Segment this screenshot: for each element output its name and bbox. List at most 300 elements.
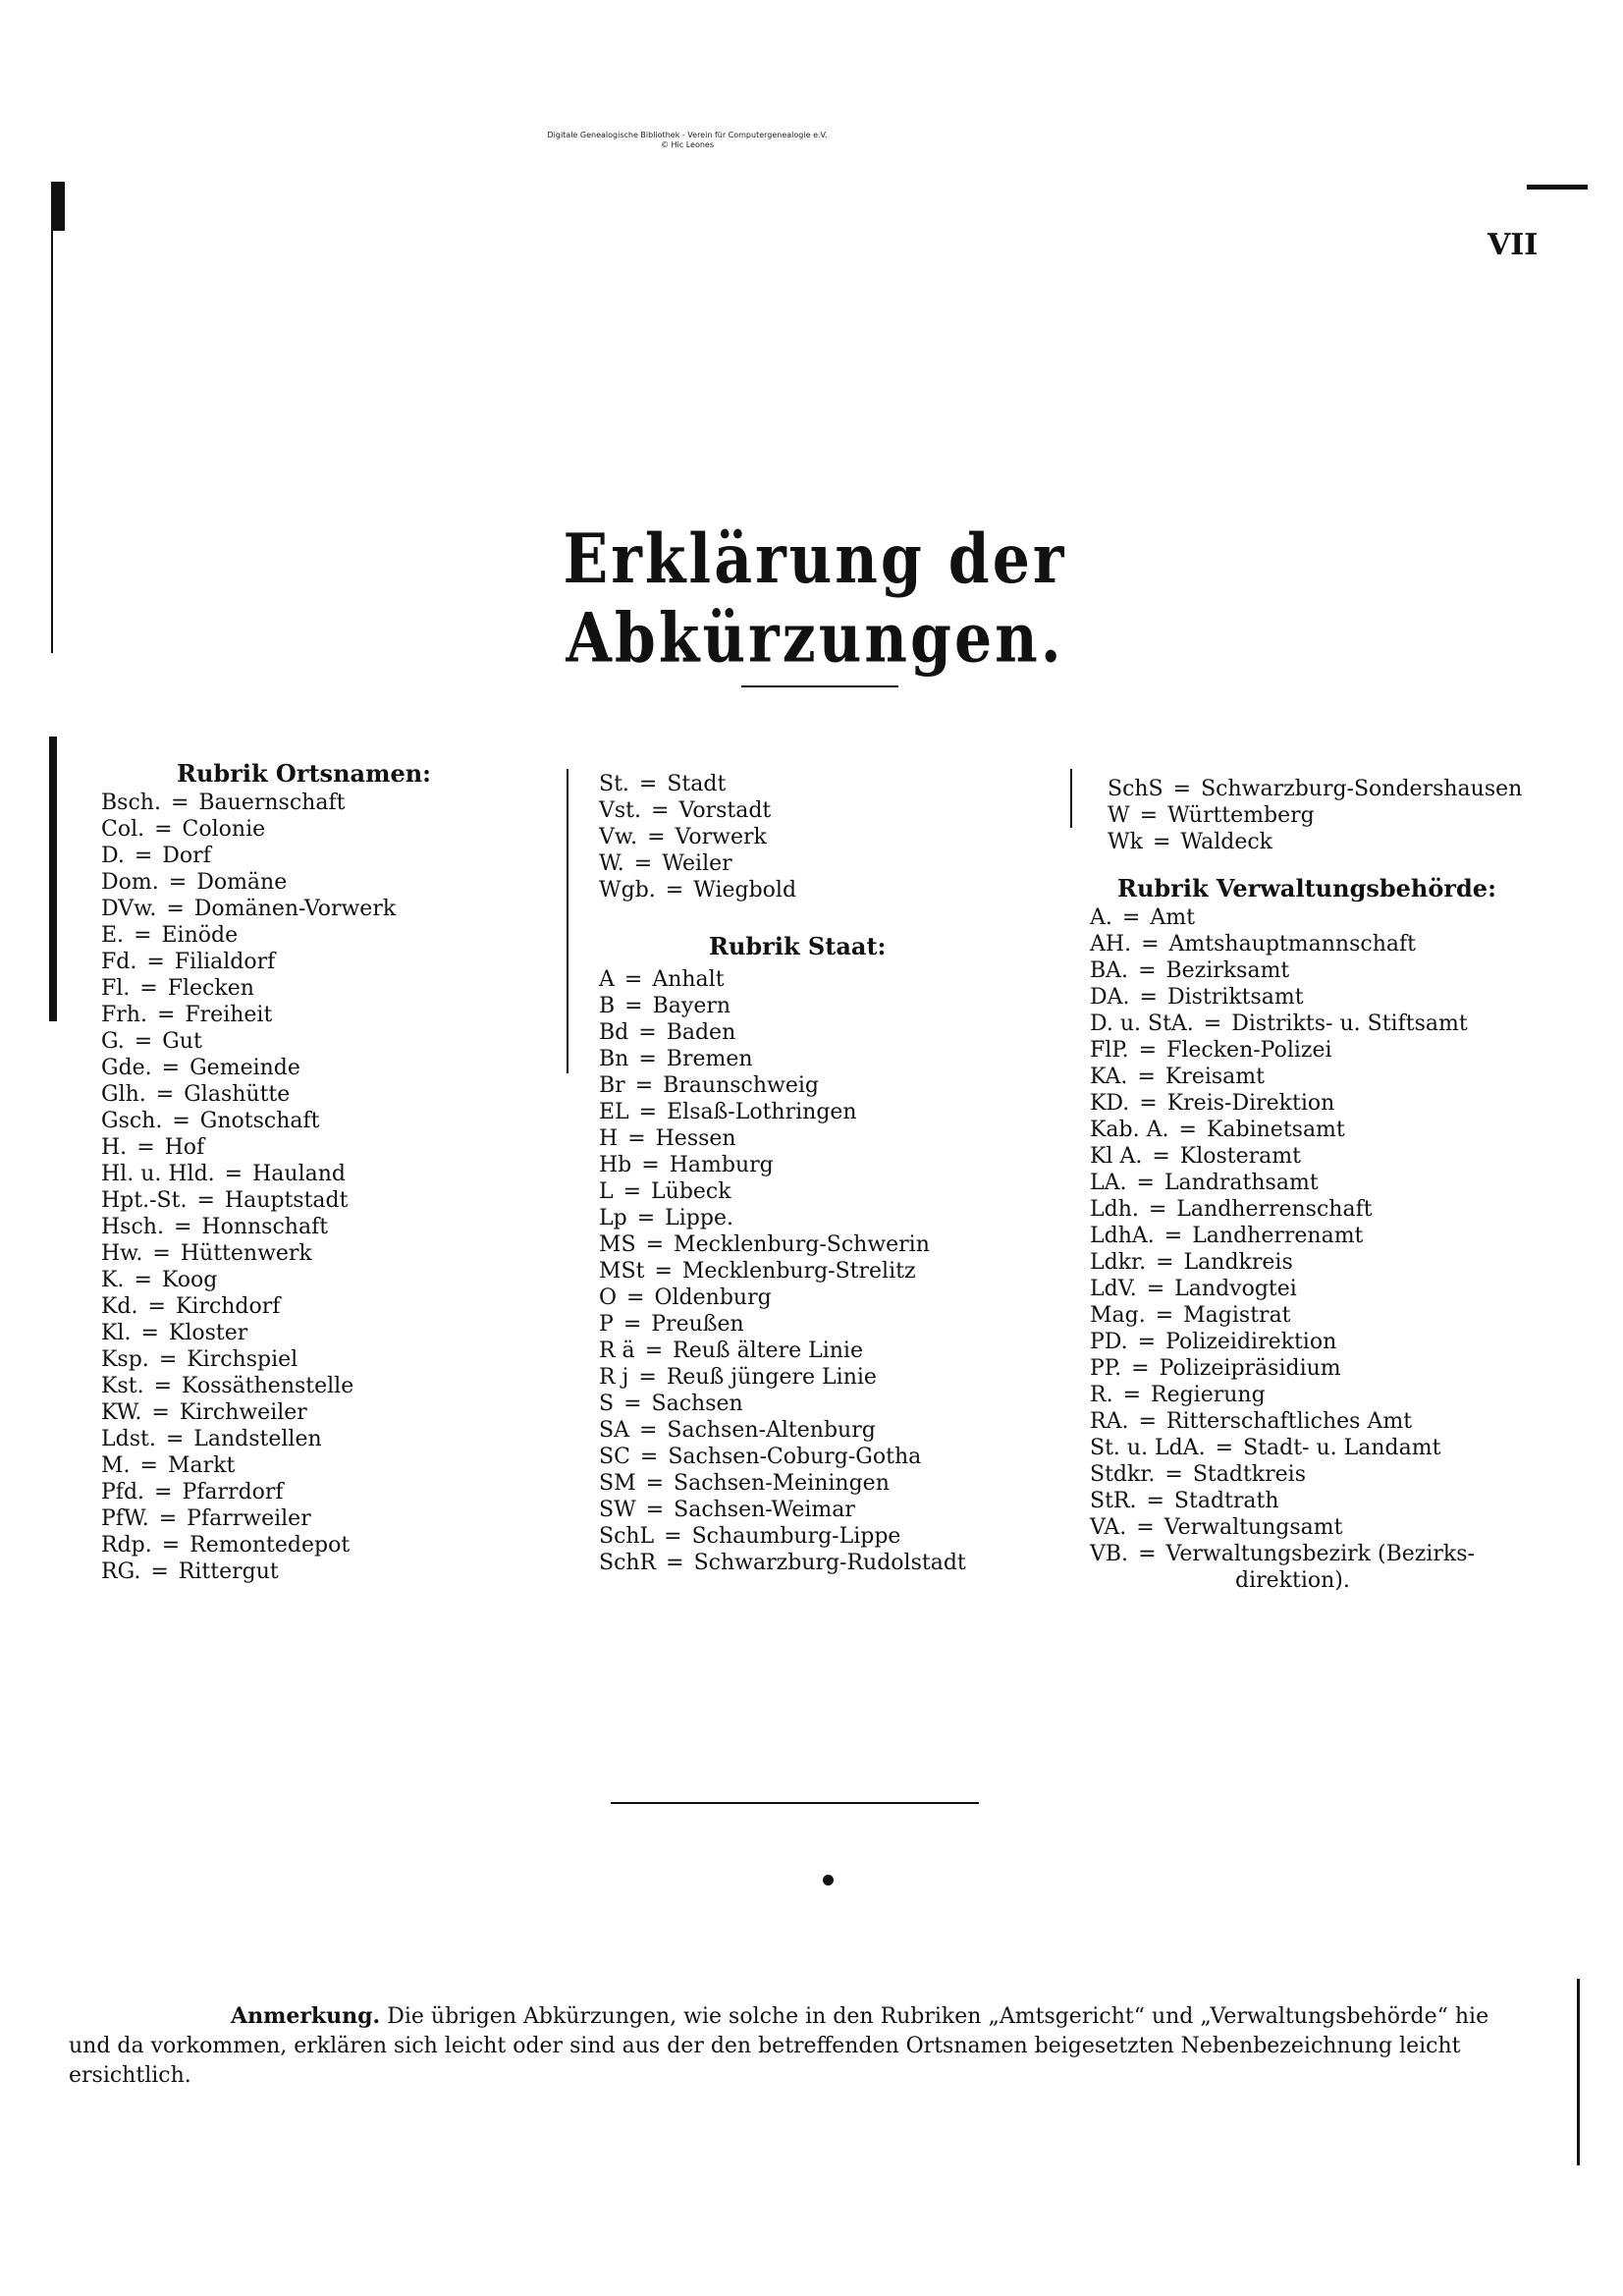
equals-sign: = — [665, 878, 684, 902]
abbreviation-entry — [1090, 1514, 1600, 1541]
meaning: Baden — [666, 1020, 736, 1045]
equals-sign: = — [1172, 777, 1192, 801]
abbreviation: Hl. u. Hld. — [101, 1162, 215, 1186]
abbreviation-entry — [599, 993, 1070, 1019]
meaning: Verwaltungsamt — [1163, 1515, 1343, 1540]
meaning: Gut — [162, 1029, 202, 1054]
equals-sign: = — [1138, 958, 1157, 983]
meaning: Distriktsamt — [1166, 985, 1304, 1010]
column-verwaltungsbehoerde — [1090, 776, 1600, 1594]
meaning: Filialdorf — [174, 950, 276, 974]
abbreviation: Hsch. — [101, 1215, 164, 1239]
equals-sign: = — [196, 1188, 215, 1213]
abbreviation-entry — [101, 1028, 545, 1055]
meaning: Waldeck — [1180, 830, 1272, 854]
abbreviation-entry — [1090, 1223, 1600, 1249]
equals-sign: = — [154, 817, 173, 842]
abbreviation: StR. — [1090, 1489, 1137, 1513]
equals-sign: = — [1139, 985, 1158, 1010]
abbreviation-entry — [1090, 1541, 1600, 1567]
abbreviation-entry — [101, 1161, 545, 1187]
column-staat — [599, 771, 1070, 1576]
equals-sign: = — [147, 1294, 166, 1319]
meaning: Sachsen-Coburg-Gotha — [668, 1445, 922, 1469]
meaning: Dorf — [162, 844, 211, 868]
equals-sign: = — [623, 967, 643, 992]
abbreviation: Stdkr. — [1090, 1462, 1156, 1487]
abbreviation-entry — [101, 1002, 545, 1028]
equals-sign: = — [1156, 1250, 1174, 1275]
equals-sign: = — [140, 1321, 159, 1345]
abbreviation: SA — [599, 1418, 629, 1443]
equals-sign: = — [1136, 1171, 1155, 1195]
scan-artifact-right-bottom — [1577, 1979, 1580, 2165]
abbreviation-entry — [599, 877, 1070, 903]
abbreviation-entry — [599, 966, 1070, 993]
equals-sign: = — [158, 1506, 178, 1531]
abbreviation: St. — [599, 772, 629, 796]
equals-sign: = — [173, 1215, 192, 1239]
equals-sign: = — [641, 1153, 660, 1177]
equals-sign: = — [1138, 1542, 1157, 1566]
equals-sign: = — [1203, 1011, 1222, 1036]
equals-sign: = — [638, 1047, 657, 1071]
abbreviation: Glh. — [101, 1082, 146, 1107]
meaning: Stadt- u. Landamt — [1243, 1436, 1441, 1460]
abbreviation-entry — [1090, 1355, 1600, 1382]
abbreviation-entry — [101, 1346, 545, 1373]
meaning: Remontedepot — [189, 1533, 351, 1558]
abbreviation: LdhA. — [1090, 1224, 1155, 1248]
abbreviation: FlP. — [1090, 1038, 1129, 1063]
abbreviation: Fl. — [101, 976, 131, 1001]
equals-sign: = — [1178, 1118, 1197, 1142]
digitization-watermark — [491, 131, 884, 150]
equals-sign: = — [172, 1109, 190, 1133]
meaning: Freiheit — [185, 1003, 273, 1027]
abbreviation: G. — [101, 1029, 125, 1054]
abbreviation-entry — [1090, 957, 1600, 984]
abbreviation-entry — [101, 1505, 545, 1532]
abbreviation-entry — [1108, 776, 1600, 802]
equals-sign: = — [150, 1559, 169, 1584]
abbreviation-entry — [1090, 1435, 1600, 1461]
meaning: Schwarzburg-Sondershausen — [1201, 777, 1523, 801]
abbreviation: Dom. — [101, 870, 159, 895]
abbreviation-entry — [1090, 1488, 1600, 1514]
equals-sign: = — [1152, 1144, 1170, 1169]
meaning: Vorstadt — [678, 798, 772, 823]
meaning: Einöde — [161, 923, 239, 948]
abbreviation: PP. — [1090, 1356, 1122, 1381]
abbreviation: Mag. — [1090, 1303, 1146, 1328]
meaning: Amtshauptmannschaft — [1168, 932, 1416, 957]
abbreviation: VA. — [1090, 1515, 1127, 1540]
abbreviation-entry — [1090, 1302, 1600, 1329]
abbreviation: Gde. — [101, 1056, 152, 1080]
scan-artifact-left-edge — [51, 231, 53, 653]
equals-sign: = — [1131, 1356, 1150, 1381]
abbreviation-entry — [1090, 1249, 1600, 1276]
equals-sign: = — [623, 1392, 642, 1416]
meaning: Sachsen-Meiningen — [674, 1471, 890, 1496]
abbreviation: LA. — [1090, 1171, 1127, 1195]
abbreviation-entry — [101, 1293, 545, 1320]
column-ortsnamen — [83, 758, 545, 1585]
abbreviation: Gsch. — [101, 1109, 163, 1133]
abbreviation: KD. — [1090, 1091, 1130, 1116]
meaning: Polizeidirektion — [1165, 1330, 1337, 1354]
abbreviation: Hpt.-St. — [101, 1188, 188, 1213]
abbreviation: E. — [101, 923, 125, 948]
meaning: Landrathsamt — [1163, 1171, 1319, 1195]
equals-sign: = — [636, 1206, 656, 1230]
page-title: Erklärung der Abkürzungen. — [563, 519, 1067, 679]
abbreviation-entry — [101, 1055, 545, 1081]
abbreviation-entry — [101, 1320, 545, 1346]
equals-sign: = — [638, 772, 658, 796]
meaning: Colonie — [182, 817, 266, 842]
meaning: Flecken — [167, 976, 254, 1001]
equals-sign: = — [1122, 1383, 1141, 1407]
abbreviation: KW. — [101, 1400, 142, 1425]
abbreviation: M. — [101, 1453, 131, 1478]
meaning: Bremen — [666, 1047, 753, 1071]
equals-sign: = — [134, 844, 153, 868]
abbreviation: SW — [599, 1498, 636, 1522]
meaning: Landstellen — [193, 1427, 322, 1451]
abbreviation-entry — [599, 1417, 1070, 1444]
meaning: Hessen — [655, 1126, 736, 1151]
meaning: Weiler — [662, 851, 732, 876]
equals-sign: = — [647, 825, 666, 849]
abbreviation-entry — [599, 824, 1070, 850]
meaning: Kirchspiel — [187, 1347, 298, 1372]
abbreviation-entry — [101, 1373, 545, 1399]
abbreviation-entry — [599, 1099, 1070, 1125]
meaning: Sachsen-Altenburg — [667, 1418, 876, 1443]
equals-sign: = — [139, 976, 158, 1001]
equals-sign: = — [645, 1232, 665, 1257]
equals-sign: = — [134, 1268, 152, 1292]
abbreviation-entry — [599, 1205, 1070, 1231]
abbreviation-entry — [101, 1108, 545, 1134]
meaning: Regierung — [1151, 1383, 1266, 1407]
equals-sign: = — [139, 1453, 158, 1478]
scan-artifact-left-top — [51, 182, 65, 231]
meaning: Amt — [1150, 905, 1195, 930]
meaning: Stadtkreis — [1192, 1462, 1307, 1487]
abbreviation: St. u. LdA. — [1090, 1436, 1206, 1460]
meaning: Reuß ältere Linie — [673, 1339, 863, 1363]
meaning: Landkreis — [1183, 1250, 1293, 1275]
annotation-note — [69, 2001, 1522, 2091]
abbreviation: Col. — [101, 817, 145, 842]
abbreviation-entry — [1090, 1276, 1600, 1302]
abbreviation-entry — [599, 1470, 1070, 1497]
abbreviation-entry — [1090, 1064, 1600, 1090]
equals-sign: = — [1137, 1065, 1156, 1089]
abbreviation-entry — [101, 1558, 545, 1585]
abbreviation-entry — [101, 949, 545, 975]
equals-sign: = — [633, 851, 653, 876]
abbreviation: R ä — [599, 1339, 635, 1363]
meaning: Rittergut — [178, 1559, 279, 1584]
abbreviation-entry — [599, 1152, 1070, 1178]
equals-sign: = — [645, 1471, 665, 1496]
abbreviation-entry — [599, 1258, 1070, 1285]
abbreviation: A. — [1090, 905, 1112, 930]
abbreviation: LdV. — [1090, 1277, 1137, 1301]
equals-sign: = — [1139, 1091, 1158, 1116]
equals-sign: = — [154, 1480, 173, 1504]
abbreviation: SC — [599, 1445, 630, 1469]
equals-sign: = — [1146, 1489, 1164, 1513]
abbreviation-entry — [1090, 1090, 1600, 1117]
meaning: Schwarzburg-Rudolstadt — [693, 1551, 966, 1575]
abbreviation-entry — [1090, 1408, 1600, 1435]
meaning: Hüttenwerk — [180, 1241, 312, 1266]
title-rule — [741, 685, 898, 687]
abbreviation: Wk — [1108, 830, 1143, 854]
watermark-line-2: © Hic Leones — [660, 140, 714, 149]
abbreviation-entry — [599, 1019, 1070, 1046]
abbreviation-entry — [101, 896, 545, 922]
abbreviation-entry — [1090, 931, 1600, 957]
equals-sign: = — [1215, 1436, 1234, 1460]
equals-sign: = — [644, 1339, 664, 1363]
abbreviation: P — [599, 1312, 614, 1337]
abbreviation-entry — [101, 1426, 545, 1452]
abbreviation: Ldkr. — [1090, 1250, 1147, 1275]
equals-sign: = — [153, 1374, 172, 1398]
equals-sign: = — [161, 1533, 181, 1558]
equals-sign: = — [1138, 1409, 1157, 1434]
abbreviation: Ldh. — [1090, 1197, 1139, 1222]
meaning: Hof — [164, 1135, 205, 1160]
meaning: Kloster — [168, 1321, 248, 1345]
abbreviation: Vw. — [599, 825, 638, 849]
equals-sign: = — [654, 1259, 673, 1284]
meaning: Landvogtei — [1174, 1277, 1297, 1301]
heading-verwaltungsbehoerde: Rubrik Verwaltungsbehörde: — [1117, 874, 1496, 902]
equals-sign: = — [151, 1400, 170, 1425]
abbreviation: S — [599, 1392, 615, 1416]
abbreviation: Br — [599, 1073, 625, 1098]
abbreviation-entry — [599, 1338, 1070, 1364]
abbreviation-entry — [599, 1523, 1070, 1550]
abbreviation: DVw. — [101, 897, 157, 921]
equals-sign: = — [638, 1418, 658, 1443]
equals-sign: = — [156, 1003, 176, 1027]
abbreviation-entry — [101, 1187, 545, 1214]
equals-sign: = — [645, 1498, 665, 1522]
abbreviation: Rdp. — [101, 1533, 152, 1558]
abbreviation-entry — [599, 1231, 1070, 1258]
meaning: Anhalt — [652, 967, 725, 992]
equals-sign: = — [170, 791, 189, 815]
abbreviation: SchS — [1108, 777, 1163, 801]
abbreviation-entry — [599, 1497, 1070, 1523]
equals-sign: = — [165, 1427, 185, 1451]
abbreviation-entry — [1090, 1117, 1600, 1143]
abbreviation-entry — [1108, 829, 1600, 855]
abbreviation: B — [599, 994, 616, 1018]
abbreviation-entry — [1090, 1037, 1600, 1064]
meaning: Honnschaft — [201, 1215, 329, 1239]
meaning: Kabinetsamt — [1206, 1118, 1345, 1142]
meaning: Gnotschaft — [199, 1109, 320, 1133]
abbreviation-entry — [101, 1240, 545, 1267]
abbreviation-entry — [101, 1267, 545, 1293]
meaning: Kirchdorf — [175, 1294, 281, 1319]
meaning: Sachsen-Weimar — [674, 1498, 855, 1522]
abbreviation: EL — [599, 1100, 629, 1124]
abbreviation-entry — [599, 1178, 1070, 1205]
abbreviation: O — [599, 1285, 618, 1310]
equals-sign: = — [626, 1285, 645, 1310]
abbreviation: Fd. — [101, 950, 137, 974]
equals-sign: = — [622, 1179, 642, 1204]
abbreviation-entry — [1090, 904, 1600, 931]
equals-sign: = — [168, 870, 188, 895]
meaning: Markt — [167, 1453, 236, 1478]
equals-sign: = — [166, 897, 185, 921]
abbreviation: Kl A. — [1090, 1144, 1143, 1169]
abbreviation-entry — [1090, 1461, 1600, 1488]
abbreviation-entry — [599, 1046, 1070, 1072]
equals-sign: = — [1155, 1303, 1174, 1328]
abbreviation: Bd — [599, 1020, 629, 1045]
meaning: Polizeipräsidium — [1159, 1356, 1341, 1381]
abbreviation-entry — [101, 816, 545, 843]
abbreviation: PfW. — [101, 1506, 149, 1531]
abbreviation-entry — [1090, 1011, 1600, 1037]
meaning: Sachsen — [651, 1392, 743, 1416]
meaning: Stadtrath — [1173, 1489, 1279, 1513]
meaning: Hauland — [252, 1162, 346, 1186]
abbreviation-entry — [599, 1072, 1070, 1099]
abbreviation-entry — [101, 1081, 545, 1108]
abbreviation-entry — [599, 1311, 1070, 1338]
abbreviation: L — [599, 1179, 614, 1204]
meaning: Verwaltungsbezirk (Bezirks- — [1165, 1542, 1475, 1566]
meaning: Braunschweig — [663, 1073, 820, 1098]
abbreviation: SchR — [599, 1551, 657, 1575]
abbreviation: Kst. — [101, 1374, 144, 1398]
abbreviation-entry — [1090, 1329, 1600, 1355]
equals-sign: = — [627, 1126, 646, 1151]
equals-sign: = — [1148, 1197, 1167, 1222]
abbreviation-entry — [1090, 1382, 1600, 1408]
abbreviation-entry — [1090, 984, 1600, 1011]
equals-sign: = — [634, 1073, 654, 1098]
abbreviation: SchL — [599, 1524, 655, 1549]
verwaltung-continuation: direktion). — [1235, 1568, 1350, 1593]
abbreviation: Bsch. — [101, 791, 161, 815]
equals-sign: = — [638, 1100, 658, 1124]
abbreviation: Lp — [599, 1206, 627, 1230]
column-divider-left — [567, 769, 568, 1073]
abbreviation: Frh. — [101, 1003, 147, 1027]
note-lead: Anmerkung. — [231, 2003, 381, 2029]
meaning: Bayern — [652, 994, 731, 1018]
abbreviation: D. — [101, 844, 125, 868]
abbreviation-entry — [101, 1399, 545, 1426]
abbreviation: AH. — [1090, 932, 1132, 957]
abbreviation: BA. — [1090, 958, 1129, 983]
abbreviation: DA. — [1090, 985, 1130, 1010]
meaning: Pfarrdorf — [182, 1480, 284, 1504]
heading-staat: Rubrik Staat: — [709, 932, 887, 960]
equals-sign: = — [1141, 932, 1160, 957]
equals-sign: = — [638, 1365, 657, 1390]
bottom-rule — [611, 1802, 979, 1804]
abbreviation: MSt — [599, 1259, 645, 1284]
meaning: Domäne — [196, 870, 288, 895]
abbreviation-entry — [101, 843, 545, 869]
abbreviation: RA. — [1090, 1409, 1129, 1434]
meaning: Elsaß-Lothringen — [667, 1100, 857, 1124]
meaning: Pfarrweiler — [187, 1506, 311, 1531]
meaning: Gemeinde — [189, 1056, 300, 1080]
abbreviation-entry — [599, 1391, 1070, 1417]
meaning: Bauernschaft — [198, 791, 346, 815]
meaning: Bezirksamt — [1165, 958, 1290, 983]
equals-sign: = — [152, 1241, 171, 1266]
abbreviation: A — [599, 967, 615, 992]
abbreviation: Hw. — [101, 1241, 143, 1266]
scan-artifact-right-top — [1527, 185, 1588, 190]
meaning: Glashütte — [184, 1082, 291, 1107]
equals-sign: = — [1138, 1038, 1158, 1063]
abbreviation-entry — [1108, 802, 1600, 829]
abbreviation-entry — [599, 797, 1070, 824]
ortsnamen-list — [83, 790, 545, 1585]
abbreviation: RG. — [101, 1559, 141, 1584]
meaning: Reuß jüngere Linie — [666, 1365, 877, 1390]
abbreviation: Kab. A. — [1090, 1118, 1169, 1142]
meaning: Landherrenschaft — [1176, 1197, 1373, 1222]
meaning: Preußen — [651, 1312, 744, 1337]
meaning: Württemberg — [1167, 803, 1315, 828]
abbreviation-entry — [101, 869, 545, 896]
equals-sign: = — [155, 1082, 175, 1107]
equals-sign: = — [1137, 1330, 1157, 1354]
equals-sign: = — [1152, 830, 1171, 854]
abbreviation: K. — [101, 1268, 125, 1292]
abbreviation-entry — [101, 975, 545, 1002]
meaning: Hamburg — [669, 1153, 774, 1177]
abbreviation-entry — [599, 850, 1070, 877]
abbreviation: Vst. — [599, 798, 642, 823]
abbreviation-entry — [599, 771, 1070, 797]
staat-list — [599, 966, 1070, 1576]
abbreviation: Hb — [599, 1153, 632, 1177]
column-divider-right — [1070, 769, 1072, 828]
abbreviation-entry — [599, 1364, 1070, 1391]
equals-sign: = — [1146, 1277, 1165, 1301]
equals-sign: = — [638, 1020, 657, 1045]
meaning: Vorwerk — [675, 825, 767, 849]
equals-sign: = — [664, 1524, 682, 1549]
abbreviation-entry — [1090, 1170, 1600, 1196]
note-text: Die übrigen Abkürzungen, wie solche in den Rubriken „Amtsgericht“ und „Verwaltungsbehörde“ hie und da vorkommen, erklären sich leicht oder sind aus der den betreffenden Ortsnamen beigesetzten Nebenbezeichnung leicht ersichtlich. — [69, 2004, 1489, 2088]
abbreviation: D. u. StA. — [1090, 1011, 1194, 1036]
meaning: Kreisamt — [1164, 1065, 1265, 1089]
abbreviation: W. — [599, 851, 624, 876]
abbreviation: R. — [1090, 1383, 1113, 1407]
